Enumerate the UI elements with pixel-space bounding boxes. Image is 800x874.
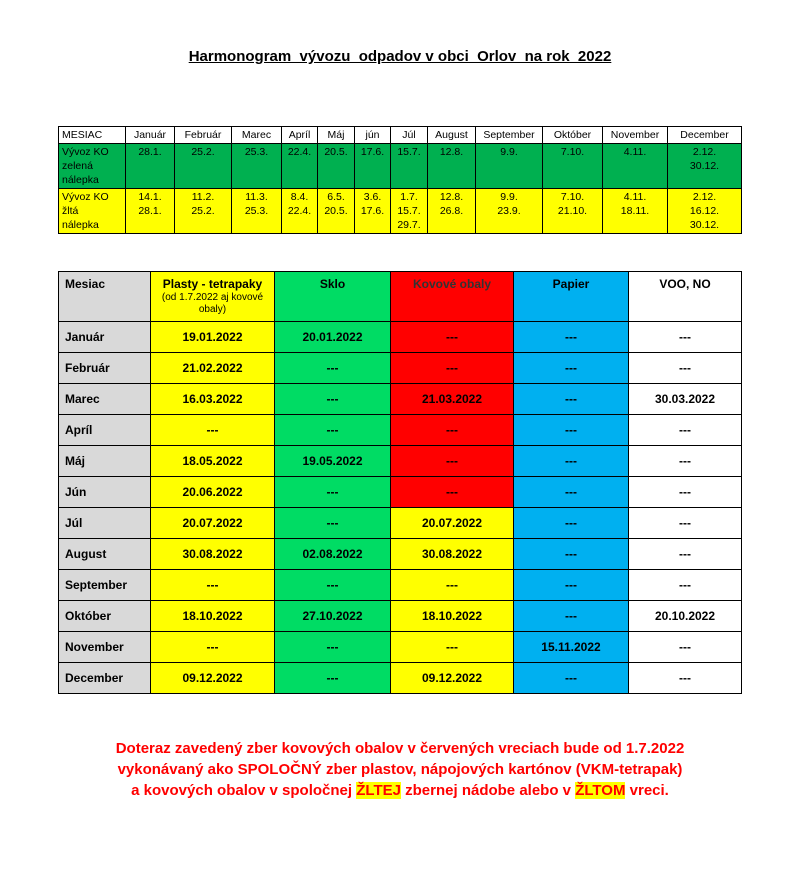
table-row (59, 508, 742, 539)
ko-date: 17.6. (360, 205, 385, 217)
sklo-cell: 20.01.2022 (275, 322, 391, 353)
plasty-cell: 16.03.2022 (151, 384, 275, 415)
ko-row-label (59, 144, 126, 189)
voo-cell: --- (629, 353, 742, 384)
voo-cell: --- (629, 570, 742, 601)
table-row (59, 663, 742, 694)
ko-header-cell: Júl (391, 127, 428, 144)
sklo-cell: --- (275, 415, 391, 446)
papier-cell: --- (514, 663, 629, 694)
ko-date: 7.10. (560, 146, 585, 158)
header-sklo: Sklo (275, 272, 391, 322)
ko-date: 20.5. (324, 205, 348, 217)
plasty-cell: 30.08.2022 (151, 539, 275, 570)
ko-date: 30.12. (689, 160, 720, 172)
table-row (59, 632, 742, 663)
sklo-cell: 19.05.2022 (275, 446, 391, 477)
ko-row-label-line: nálepka (62, 219, 99, 231)
ko-date-cell (355, 144, 391, 189)
ko-date-cell (428, 144, 476, 189)
ko-date: 11.3. (245, 191, 268, 203)
header-plasty (151, 272, 275, 322)
month-cell: September (59, 570, 151, 601)
table-row (59, 601, 742, 632)
ko-date-cell (476, 144, 543, 189)
ko-date: 6.5. (327, 191, 345, 203)
ko-date-cell (603, 144, 668, 189)
ko-date: 25.2. (191, 146, 215, 158)
voo-cell: --- (629, 508, 742, 539)
table-row (59, 570, 742, 601)
ko-date-cell (175, 189, 232, 234)
kovove-cell: 18.10.2022 (391, 601, 514, 632)
kovove-cell: --- (391, 446, 514, 477)
voo-cell: --- (629, 446, 742, 477)
papier-cell: --- (514, 477, 629, 508)
header-papier: Papier (514, 272, 629, 322)
ko-date: 4.11. (623, 146, 647, 158)
month-cell: Február (59, 353, 151, 384)
month-cell: December (59, 663, 151, 694)
ko-date-cell (232, 144, 282, 189)
sklo-cell: --- (275, 353, 391, 384)
kovove-cell: --- (391, 570, 514, 601)
ko-date: 30.12. (689, 219, 720, 231)
notice-line-2: vykonávaný ako SPOLOČNÝ zber plastov, nápojových kartónov (VKM-tetrapak) (117, 761, 683, 778)
ko-yellow-row (59, 189, 742, 234)
papier-cell: --- (514, 570, 629, 601)
ko-header-cell: jún (355, 127, 391, 144)
ko-date: 16.12. (689, 205, 720, 217)
month-cell: Jún (59, 477, 151, 508)
sklo-cell: --- (275, 508, 391, 539)
table-row (59, 353, 742, 384)
ko-date: 28.1. (138, 205, 162, 217)
kovove-cell: 09.12.2022 (391, 663, 514, 694)
plasty-cell: --- (151, 570, 275, 601)
ko-header-cell: Október (543, 127, 603, 144)
voo-cell: 20.10.2022 (629, 601, 742, 632)
ko-date: 7.10. (560, 191, 585, 203)
notice-text (0, 738, 800, 801)
ko-date-cell (232, 189, 282, 234)
ko-header-cell: August (428, 127, 476, 144)
ko-row-label-line: Vývoz KO (62, 146, 109, 158)
ko-header-cell: November (603, 127, 668, 144)
kovove-cell: 30.08.2022 (391, 539, 514, 570)
month-cell: August (59, 539, 151, 570)
papier-cell: --- (514, 384, 629, 415)
notice-highlight-zltej: ŽLTEJ (356, 782, 401, 799)
ko-date-cell (318, 189, 355, 234)
ko-date-cell (391, 144, 428, 189)
plasty-cell: --- (151, 632, 275, 663)
kovove-cell: 21.03.2022 (391, 384, 514, 415)
plasty-cell: 19.01.2022 (151, 322, 275, 353)
ko-date: 15.7. (397, 146, 421, 158)
ko-row-label-line: zelená (62, 160, 93, 172)
ko-date: 8.4. (290, 191, 309, 203)
plasty-cell: 20.06.2022 (151, 477, 275, 508)
header-plasty-note: (od 1.7.2022 aj kovové obaly) (161, 292, 264, 315)
plasty-cell: 21.02.2022 (151, 353, 275, 384)
ko-header-cell: Apríl (282, 127, 318, 144)
voo-cell: --- (629, 322, 742, 353)
sklo-cell: 02.08.2022 (275, 539, 391, 570)
papier-cell: --- (514, 415, 629, 446)
notice-line-3b: zbernej nádobe alebo v (400, 782, 576, 799)
ko-date-cell (175, 144, 232, 189)
voo-cell: --- (629, 663, 742, 694)
ko-date: 9.9. (500, 191, 518, 203)
ko-header-row (59, 127, 742, 144)
ko-date-cell (603, 189, 668, 234)
voo-cell: --- (629, 539, 742, 570)
kovove-cell: 20.07.2022 (391, 508, 514, 539)
table-row (59, 446, 742, 477)
waste-schedule-table (58, 271, 742, 694)
papier-cell: 15.11.2022 (514, 632, 629, 663)
kovove-cell: --- (391, 322, 514, 353)
plasty-cell: 18.10.2022 (151, 601, 275, 632)
month-cell: Január (59, 322, 151, 353)
voo-cell: --- (629, 477, 742, 508)
table-row (59, 415, 742, 446)
ko-date: 2.12. (692, 191, 717, 203)
ko-date: 4.11. (623, 191, 647, 203)
ko-date: 17.6. (360, 146, 385, 158)
ko-date-cell (355, 189, 391, 234)
voo-cell: --- (629, 415, 742, 446)
papier-cell: --- (514, 322, 629, 353)
month-cell: Apríl (59, 415, 151, 446)
sklo-cell: --- (275, 570, 391, 601)
kovove-cell: --- (391, 477, 514, 508)
month-cell: Október (59, 601, 151, 632)
ko-header-cell: MESIAC (59, 127, 126, 144)
ko-header-cell: Máj (318, 127, 355, 144)
ko-date-cell (668, 144, 742, 189)
header-voo: VOO, NO (629, 272, 742, 322)
notice-line-3 (0, 780, 800, 801)
ko-date: 25.3. (244, 205, 269, 217)
ko-date-cell (126, 144, 175, 189)
ko-date: 21.10. (557, 205, 588, 217)
table-row (59, 384, 742, 415)
kovove-cell: --- (391, 632, 514, 663)
table-row (59, 477, 742, 508)
sklo-cell: 27.10.2022 (275, 601, 391, 632)
ko-date: 22.4. (287, 146, 312, 158)
ko-date-cell (543, 189, 603, 234)
ko-date: 26.8. (439, 205, 464, 217)
ko-date-cell (428, 189, 476, 234)
ko-date: 9.9. (500, 146, 518, 158)
ko-date: 11.2. (191, 191, 215, 203)
ko-date: 18.11. (620, 205, 650, 217)
ko-date: 25.2. (191, 205, 215, 217)
ko-date: 22.4. (287, 205, 312, 217)
ko-header-cell: Január (126, 127, 175, 144)
ko-date-cell (282, 189, 318, 234)
ko-green-row (59, 144, 742, 189)
ko-date-cell (282, 144, 318, 189)
ko-schedule-table (58, 126, 742, 234)
month-cell: November (59, 632, 151, 663)
ko-row-label-line: nálepka (62, 174, 99, 186)
ko-date-cell (476, 189, 543, 234)
ko-row-label-line: žltá (62, 205, 79, 217)
sklo-cell: --- (275, 632, 391, 663)
month-cell: Marec (59, 384, 151, 415)
header-kovove-label: Kovové obaly (412, 277, 492, 291)
header-mesiac: Mesiac (59, 272, 151, 322)
ko-date-cell (126, 189, 175, 234)
sklo-cell: --- (275, 477, 391, 508)
ko-date: 15.7. (397, 205, 421, 217)
main-header-row (59, 272, 742, 322)
header-kovove (391, 272, 514, 322)
plasty-cell: --- (151, 415, 275, 446)
table-row (59, 539, 742, 570)
papier-cell: --- (514, 508, 629, 539)
ko-date: 20.5. (324, 146, 348, 158)
ko-date: 14.1. (138, 191, 162, 203)
ko-date: 12.8. (439, 191, 464, 203)
plasty-cell: 18.05.2022 (151, 446, 275, 477)
kovove-cell: --- (391, 353, 514, 384)
notice-highlight-zltom: ŽLTOM (575, 782, 626, 799)
papier-cell: --- (514, 446, 629, 477)
ko-date-cell (668, 189, 742, 234)
plasty-cell: 20.07.2022 (151, 508, 275, 539)
ko-date: 29.7. (397, 219, 421, 231)
month-cell: Júl (59, 508, 151, 539)
page-title: Harmonogram vývozu odpadov v obci Orlov na rok 2022 (188, 48, 612, 65)
ko-date: 1.7. (400, 191, 418, 203)
notice-line-1: Doteraz zavedený zber kovových obalov v červených vreciach bude od 1.7.2022 (115, 740, 685, 757)
papier-cell: --- (514, 601, 629, 632)
papier-cell: --- (514, 353, 629, 384)
notice-line-3a: a kovových obalov v spoločnej (131, 782, 357, 799)
ko-date: 25.3. (244, 146, 269, 158)
sklo-cell: --- (275, 663, 391, 694)
ko-date: 28.1. (138, 146, 162, 158)
ko-date-cell (318, 144, 355, 189)
voo-cell: 30.03.2022 (629, 384, 742, 415)
papier-cell: --- (514, 539, 629, 570)
voo-cell: --- (629, 632, 742, 663)
ko-header-cell: Február (175, 127, 232, 144)
ko-date-cell (391, 189, 428, 234)
ko-row-label-line: Vývoz KO (62, 191, 109, 203)
ko-date: 3.6. (363, 191, 382, 203)
ko-date: 12.8. (439, 146, 464, 158)
ko-header-cell: September (476, 127, 543, 144)
ko-date: 2.12. (692, 146, 717, 158)
kovove-cell: --- (391, 415, 514, 446)
ko-row-label (59, 189, 126, 234)
notice-line-3c: vreci. (625, 782, 669, 799)
plasty-cell: 09.12.2022 (151, 663, 275, 694)
table-row (59, 322, 742, 353)
sklo-cell: --- (275, 384, 391, 415)
month-cell: Máj (59, 446, 151, 477)
ko-date-cell (543, 144, 603, 189)
ko-date: 23.9. (497, 205, 521, 217)
ko-header-cell: Marec (232, 127, 282, 144)
header-plasty-label: Plasty - tetrapaky (162, 277, 263, 291)
ko-header-cell: December (668, 127, 742, 144)
